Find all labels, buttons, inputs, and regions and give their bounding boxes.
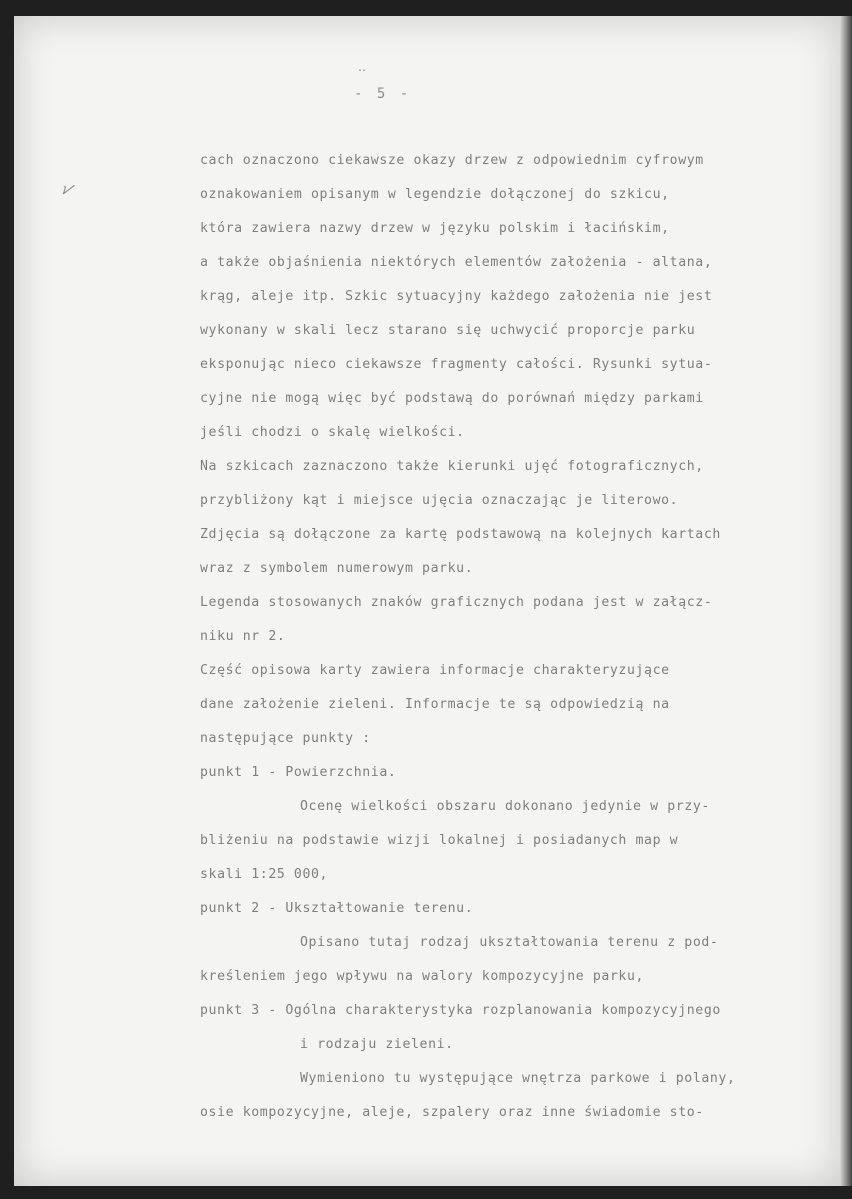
text-line: przybliżony kąt i miejsce ujęcia oznaczając je literowo.: [200, 493, 679, 508]
page-edge-shadow: [840, 16, 852, 1186]
text-line: punkt 3 - Ogólna charakterystyka rozplanowania kompozycyjnego: [200, 1003, 721, 1018]
text-line: skali 1:25 000,: [200, 867, 329, 882]
text-line: kreśleniem jego wpływu na walory kompozycyjne parku,: [200, 969, 645, 984]
text-line: krąg, aleje itp. Szkic sytuacyjny każdego założenia nie jest: [200, 289, 713, 304]
text-line: wykonany w skali lecz starano się uchwycić proporcje parku: [200, 323, 696, 338]
text-line: która zawiera nazwy drzew w języku polskim i łacińskim,: [200, 221, 670, 236]
text-line: następujące punkty :: [200, 731, 371, 746]
text-line: Zdjęcia są dołączone za kartę podstawową na kolejnych kartach: [200, 527, 721, 542]
text-line: wraz z symbolem numerowym parku.: [200, 561, 474, 576]
text-line: punkt 1 - Powierzchnia.: [200, 765, 397, 780]
text-line: punkt 2 - Ukształtowanie terenu.: [200, 901, 474, 916]
text-line: Wymieniono tu występujące wnętrza parkowe i polany,: [300, 1071, 736, 1086]
text-line: cyjne nie mogą więc być podstawą do porównań między parkami: [200, 391, 704, 406]
text-line: a także objaśnienia niektórych elementów założenia - altana,: [200, 255, 713, 270]
text-line: dane założenie zieleni. Informacje te są odpowiedzią na: [200, 697, 670, 712]
text-line: Ocenę wielkości obszaru dokonano jedynie w przy-: [300, 799, 710, 814]
text-line: niku nr 2.: [200, 629, 286, 644]
text-line: Na szkicach zaznaczono także kierunki ujęć fotograficznych,: [200, 459, 704, 474]
margin-check-mark: √: [57, 178, 77, 201]
text-line: eksponując nieco ciekawsze fragmenty całości. Rysunki sytua-: [200, 357, 713, 372]
text-line: oznakowaniem opisanym w legendzie dołączonej do szkicu,: [200, 187, 670, 202]
text-line: Legenda stosowanych znaków graficznych podana jest w załącz-: [200, 595, 713, 610]
text-line: Część opisowa karty zawiera informacje charakteryzujące: [200, 663, 670, 678]
text-line: jeśli chodzi o skalę wielkości.: [200, 425, 465, 440]
page-number: - 5 -: [354, 86, 412, 102]
text-line: i rodzaju zieleni.: [300, 1037, 454, 1052]
text-line: Opisano tutaj rodzaj ukształtowania terenu z pod-: [300, 935, 719, 950]
text-line: osie kompozycyjne, aleje, szpalery oraz inne świadomie sto-: [200, 1105, 704, 1120]
text-line: bliżeniu na podstawie wizji lokalnej i posiadanych map w: [200, 833, 679, 848]
stray-mark: ‥: [358, 60, 367, 74]
text-line: cach oznaczono ciekawsze okazy drzew z odpowiednim cyfrowym: [200, 153, 704, 168]
